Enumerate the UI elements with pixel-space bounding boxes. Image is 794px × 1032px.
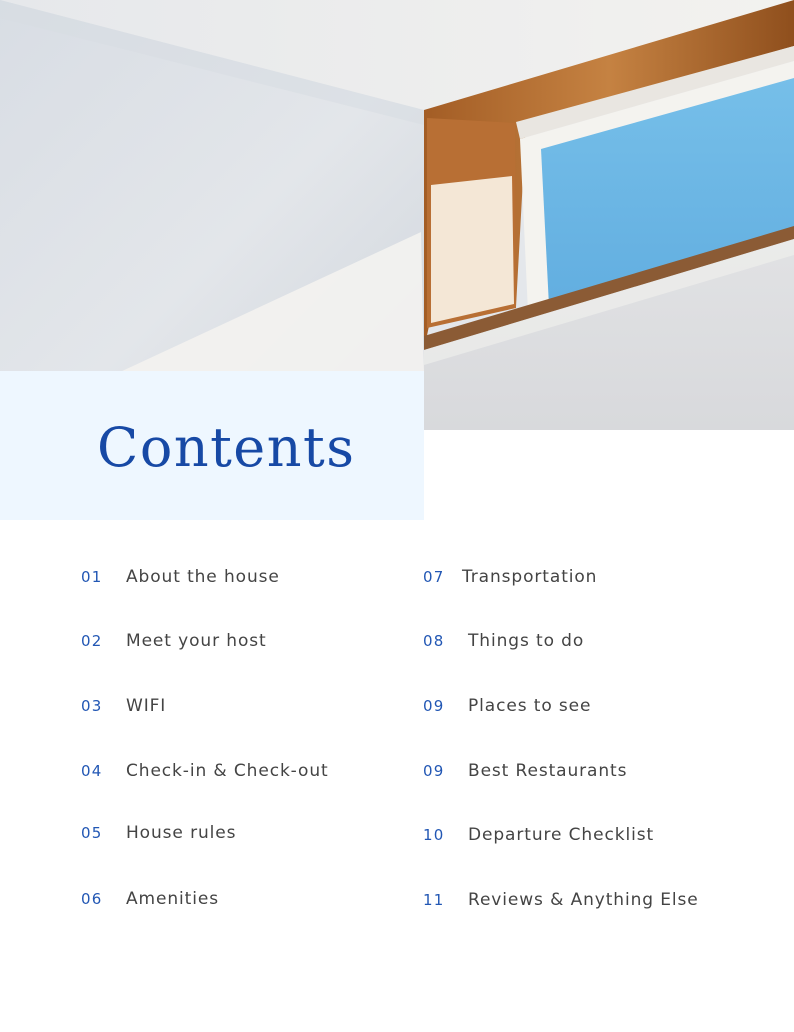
toc-number: 09 [423,697,445,715]
toc-number: 09 [423,762,445,780]
toc-number: 05 [81,824,103,842]
toc-label: About the house [126,567,280,587]
page-title: Contents [97,416,356,479]
toc-label: Departure Checklist [468,825,655,845]
toc-label: Reviews & Anything Else [468,890,699,910]
toc-label: Amenities [126,889,219,909]
cover-photo [0,0,794,430]
toc-number: 11 [423,891,445,909]
toc-label: Best Restaurants [468,761,628,781]
toc-label: Places to see [468,696,592,716]
toc-number: 03 [81,697,103,715]
toc-label: Things to do [468,631,585,651]
toc-number: 04 [81,762,103,780]
toc-label: Meet your host [126,631,267,651]
toc-label: Check-in & Check-out [126,761,329,781]
toc-number: 10 [423,826,445,844]
toc-label: Transportation [462,567,598,587]
toc-label: WIFI [126,696,167,716]
interior-window-photo [0,0,794,430]
toc-number: 08 [423,632,445,650]
toc-number: 02 [81,632,103,650]
toc-number: 07 [423,568,445,586]
toc-number: 06 [81,890,103,908]
toc-label: House rules [126,823,237,843]
toc-number: 01 [81,568,103,586]
